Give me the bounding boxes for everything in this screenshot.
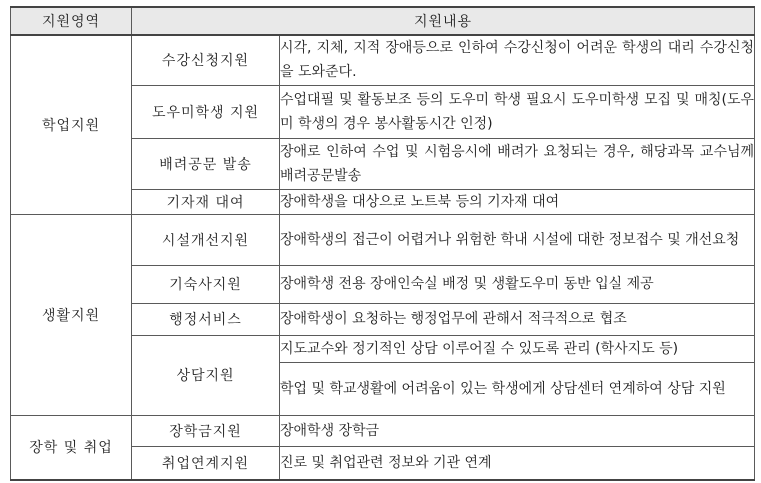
support-table [10, 6, 755, 481]
desc-equipment-rental: 장애학생을 대상으로 노트북 등의 기자재 대여 [280, 189, 755, 214]
area-living: 생활지원 [11, 214, 132, 415]
desc-employment: 진로 및 취업관련 정보와 기관 연계 [280, 446, 755, 480]
header-content: 지원내용 [132, 7, 755, 35]
table-row [11, 214, 755, 265]
item-counseling: 상담지원 [132, 335, 280, 415]
item-dormitory: 기숙사지원 [132, 265, 280, 303]
desc-course-registration: 시각, 지체, 지적 장애등으로 인하여 수강신청이 어려운 학생의 대리 수강신청을 도와준다. [280, 35, 755, 85]
item-scholarship: 장학금지원 [132, 415, 280, 446]
table-row [11, 415, 755, 446]
item-consideration-letter: 배려공문 발송 [132, 138, 280, 189]
header-area: 지원영역 [11, 7, 132, 35]
area-academic: 학업지원 [11, 35, 132, 214]
item-employment: 취업연계지원 [132, 446, 280, 480]
item-admin-service: 행정서비스 [132, 303, 280, 335]
item-equipment-rental: 기자재 대여 [132, 189, 280, 214]
desc-dormitory: 장애학생 전용 장애인숙실 배정 및 생활도우미 동반 입실 제공 [280, 265, 755, 303]
desc-admin-service: 장애학생이 요청하는 행정업무에 관해서 적극적으로 협조 [280, 303, 755, 335]
desc-counseling-1: 지도교수와 정기적인 상담 이루어질 수 있도록 관리 (학사지도 등) [280, 335, 755, 362]
item-helper-student: 도우미학생 지원 [132, 85, 280, 138]
item-facility-improvement: 시설개선지원 [132, 214, 280, 265]
table-header-row [11, 7, 755, 35]
desc-facility-improvement: 장애학생의 접근이 어렵거나 위험한 학내 시설에 대한 정보접수 및 개선요청 [280, 214, 755, 265]
desc-helper-student: 수업대필 및 활동보조 등의 도우미 학생 필요시 도우미학생 모집 및 매칭(도우미 학생의 경우 봉사활동시간 인정) [280, 85, 755, 138]
desc-counseling-2: 학업 및 학교생활에 어려움이 있는 학생에게 상담센터 연계하여 상담 지원 [280, 362, 755, 415]
desc-consideration-letter: 장애로 인하여 수업 및 시험응시에 배려가 요청되는 경우, 해당과목 교수님께 배려공문발송 [280, 138, 755, 189]
table-row [11, 35, 755, 85]
desc-scholarship: 장애학생 장학금 [280, 415, 755, 446]
area-scholarship: 장학 및 취업 [11, 415, 132, 480]
item-course-registration: 수강신청지원 [132, 35, 280, 85]
support-table-container [10, 6, 754, 481]
